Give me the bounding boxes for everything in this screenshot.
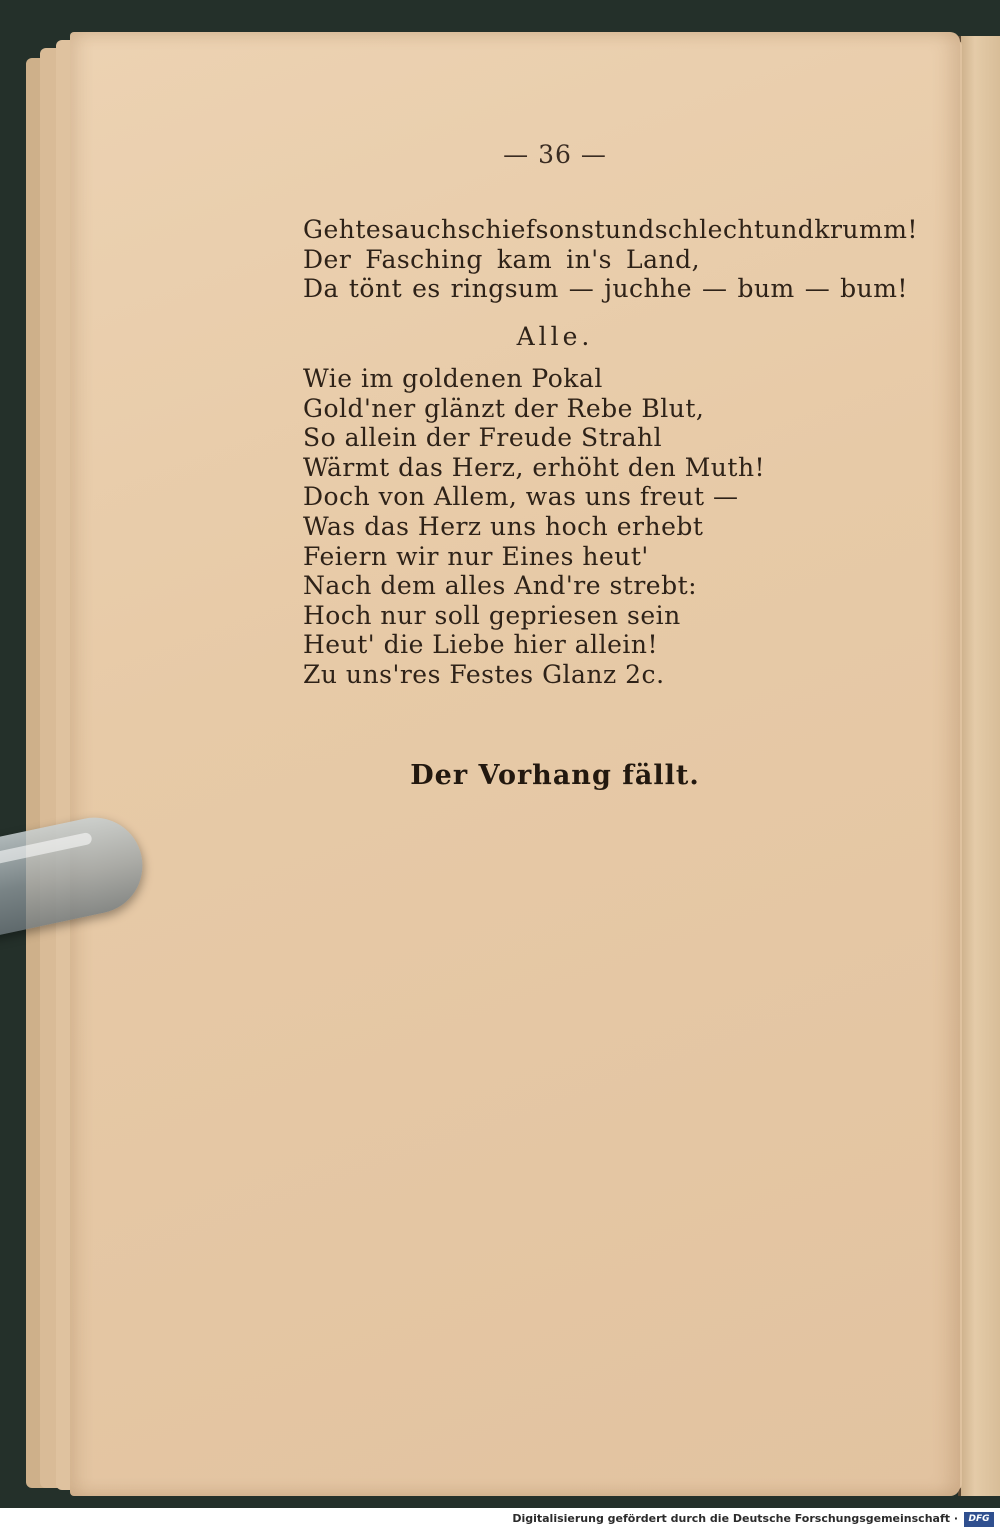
verse-line: Hoch nur soll gepriesen sein	[303, 600, 681, 630]
verse-word: sonst	[535, 215, 605, 244]
verse-line	[303, 274, 908, 304]
verse-word: tönt	[348, 274, 403, 303]
verse-word: Fasching	[365, 244, 483, 274]
verse-line: Feiern wir nur Eines heut'	[303, 541, 649, 571]
footer-bar	[0, 1508, 1000, 1531]
verse-word: es	[365, 215, 395, 244]
verse-line: Gold'ner glänzt der Rebe Blut,	[303, 393, 705, 423]
verse-stanza-1	[303, 215, 918, 304]
verse-word: juchhe	[604, 274, 693, 303]
funding-notice: Digitalisierung gefördert durch die Deutsche Forschungsgemeinschaft ·	[512, 1512, 958, 1525]
page-number: — 36 —	[503, 140, 607, 169]
verse-word: Der	[303, 244, 352, 274]
verse-line: Zu uns'res Festes Glanz 2c.	[303, 659, 665, 689]
verse-word: kam	[496, 244, 553, 274]
dfg-logo-icon: DFG	[964, 1512, 994, 1527]
verse-word: Da	[303, 274, 339, 303]
verse-word: —	[702, 274, 728, 303]
verse-stanza-2	[303, 364, 765, 690]
verse-line	[303, 215, 918, 245]
verse-word: krumm!	[814, 215, 918, 244]
verse-line: Doch von Allem, was uns freut —	[303, 482, 739, 512]
verse-line: Wärmt das Herz, erhöht den Muth!	[303, 452, 766, 482]
clip-highlight	[0, 832, 93, 865]
verse-word: und	[764, 215, 815, 244]
verse-word: und	[605, 215, 655, 244]
verse-line: Wie im goldenen Pokal	[303, 364, 603, 393]
verse-word: Land,	[625, 244, 701, 274]
verse-line: So allein der Freude Strahl	[303, 423, 663, 453]
verse-word: —	[568, 274, 595, 303]
verse-word: in's	[566, 244, 612, 274]
stage-direction: Der Vorhang fällt.	[410, 760, 700, 791]
verse-word: es	[412, 274, 441, 303]
speaker-heading: Alle.	[516, 322, 594, 351]
verse-word: schlecht	[654, 215, 765, 244]
facing-page-edge	[958, 36, 1000, 1496]
verse-line: Was das Herz uns hoch erhebt	[303, 511, 704, 541]
verse-line	[303, 245, 908, 275]
verse-word: bum!	[840, 274, 908, 303]
verse-line: Heut' die Liebe hier allein!	[303, 630, 659, 660]
verse-word: schief	[457, 215, 536, 244]
verse-word: —	[804, 274, 831, 303]
verse-word: auch	[394, 215, 458, 244]
verse-word: ringsum	[450, 274, 559, 303]
verse-line: Nach dem alles And're strebt:	[303, 571, 698, 601]
verse-word: bum	[737, 274, 795, 303]
verse-word: Geht	[303, 215, 366, 244]
